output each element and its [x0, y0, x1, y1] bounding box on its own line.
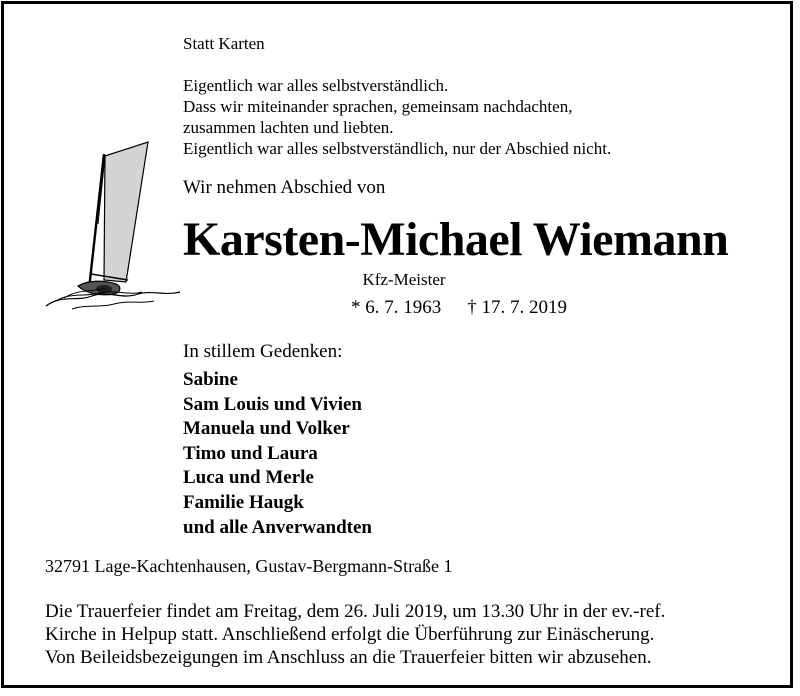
birth-date: * 6. 7. 1963 [351, 297, 442, 318]
ceremony-line: Von Beileidsbezeigungen im Anschluss an die Trauerfeier bitten wir abzusehen. [45, 647, 652, 668]
mourner-entry: Sam Louis und Vivien [183, 393, 362, 415]
address: 32791 Lage-Kachtenhausen, Gustav-Bergmann-Straße 1 [45, 556, 453, 576]
mourner-entry: Sabine [183, 369, 238, 390]
ceremony-line: Kirche in Helpup statt. Anschließend erfolgt die Überführung zur Einäscherung. [45, 624, 655, 645]
memory-heading: In stillem Gedenken: [183, 341, 343, 362]
intro-text: Statt Karten [183, 34, 265, 53]
farewell-text: Wir nehmen Abschied von [183, 177, 386, 198]
life-dates [351, 297, 567, 319]
poem-line: zusammen lachten und liebten. [183, 118, 394, 137]
profession: Kfz-Meister [362, 270, 446, 289]
mourner-entry: Manuela und Volker [183, 418, 350, 440]
poem-line: Eigentlich war alles selbstverständlich. [183, 76, 449, 95]
mourner-entry: Luca und Merle [183, 467, 314, 489]
death-date: † 17. 7. 2019 [467, 297, 567, 318]
obituary-notice [1, 1, 793, 688]
poem-line: Eigentlich war alles selbstverständlich, nur der Abschied nicht. [183, 139, 612, 158]
mourners-list [183, 368, 372, 540]
ceremony-info [45, 600, 665, 669]
poem-line: Dass wir miteinander sprachen, gemeinsam nachdachten, [183, 97, 573, 116]
sailboat-icon [42, 134, 192, 319]
mourner-entry: Familie Haugk [183, 491, 304, 513]
ceremony-line: Die Trauerfeier findet am Freitag, dem 26. Juli 2019, um 13.30 Uhr in der ev.-ref. [45, 601, 666, 622]
poem [183, 75, 611, 159]
deceased-name: Karsten-Michael Wiemann [183, 213, 729, 266]
mourner-entry: Timo und Laura [183, 442, 318, 464]
mourner-entry: und alle Anverwandten [183, 516, 372, 538]
